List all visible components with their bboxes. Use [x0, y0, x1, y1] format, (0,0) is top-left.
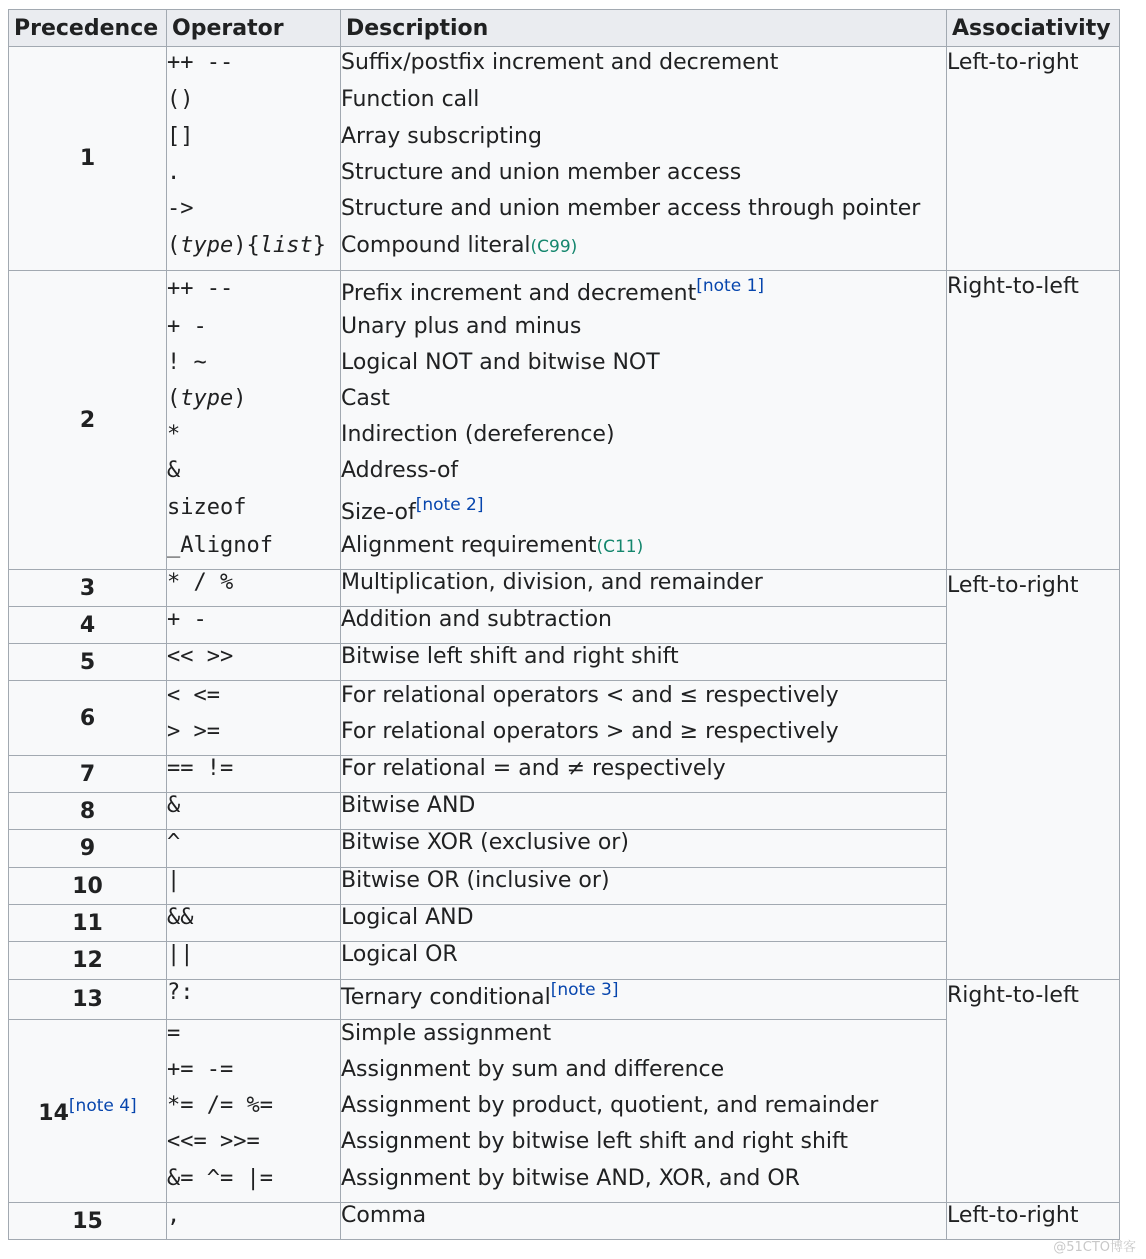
- operator: + -: [167, 314, 207, 339]
- description: Alignment requirement(C11): [341, 533, 644, 558]
- operator-cell: [167, 271, 341, 570]
- note-3-link[interactable]: [note 3]: [550, 980, 619, 1000]
- precedence-cell: 11: [9, 905, 167, 942]
- description-cell: [341, 830, 947, 868]
- table-row: [9, 47, 1120, 271]
- description-cell: [341, 868, 947, 905]
- operator: ,: [167, 1203, 181, 1228]
- description-cell: [341, 756, 947, 793]
- operator-cell: [167, 830, 341, 868]
- table-row: [9, 980, 1120, 1020]
- operator: * / %: [167, 570, 234, 595]
- standard-badge-c99: (C99): [530, 237, 578, 257]
- description: Assignment by bitwise AND, XOR, and OR: [341, 1166, 800, 1191]
- precedence-cell: 1: [9, 47, 167, 271]
- operator-cell: [167, 644, 341, 681]
- note-2-link[interactable]: [note 2]: [415, 495, 484, 515]
- description: Address-of: [341, 458, 459, 483]
- watermark: @51CTO博客: [1053, 1240, 1136, 1255]
- precedence-cell: 10: [9, 868, 167, 905]
- precedence-cell: 3: [9, 570, 167, 607]
- description: Prefix increment and decrement[note 1]: [341, 276, 765, 306]
- operator: =: [167, 1021, 181, 1046]
- description-cell: [341, 980, 947, 1020]
- operator: &: [167, 458, 181, 483]
- header-operator: Operator: [167, 10, 341, 47]
- precedence-cell: 2: [9, 271, 167, 570]
- operator: |: [167, 868, 181, 893]
- operator-cell: [167, 47, 341, 271]
- operator: ! ~: [167, 350, 207, 375]
- operator: .: [167, 160, 181, 185]
- operator: &: [167, 793, 181, 818]
- precedence-cell: 15: [9, 1203, 167, 1240]
- note-1-link[interactable]: [note 1]: [696, 276, 765, 296]
- associativity: Right-to-left: [947, 983, 1079, 1008]
- note-4-link[interactable]: [note 4]: [68, 1096, 137, 1116]
- operator: << >>: [167, 644, 234, 669]
- operator: + -: [167, 607, 207, 632]
- description-cell: [341, 607, 947, 644]
- operator-cast: (type): [167, 386, 247, 411]
- table-row: [9, 570, 1120, 607]
- operator: ?:: [167, 980, 194, 1005]
- operator-cell: [167, 1203, 341, 1240]
- associativity-cell: [947, 980, 1120, 1203]
- operator-cell: [167, 942, 341, 980]
- standard-badge-c11: (C11): [596, 537, 644, 557]
- associativity-cell: [947, 1203, 1120, 1240]
- operator-cell: [167, 1020, 341, 1203]
- operator-cell: [167, 905, 341, 942]
- operator: *= /= %=: [167, 1093, 273, 1118]
- description-cell: [341, 1203, 947, 1240]
- operator: <<= >>=: [167, 1129, 260, 1154]
- description: Assignment by bitwise left shift and right shift: [341, 1129, 848, 1154]
- operator: ++ --: [167, 50, 234, 75]
- precedence-cell: 4: [9, 607, 167, 644]
- operator-cell: [167, 681, 341, 756]
- description: Structure and union member access through pointer: [341, 196, 921, 221]
- description: Bitwise left shift and right shift: [341, 644, 679, 669]
- table-row: [9, 271, 1120, 570]
- operator: ^: [167, 830, 181, 855]
- header-precedence: Precedence: [9, 10, 167, 47]
- operator-cell: [167, 980, 341, 1020]
- precedence-cell: 5: [9, 644, 167, 681]
- description-cell: [341, 570, 947, 607]
- associativity: Left-to-right: [947, 50, 1079, 75]
- operator: ||: [167, 942, 194, 967]
- description: Logical OR: [341, 942, 458, 967]
- precedence-cell: 9: [9, 830, 167, 868]
- description-cell: [341, 905, 947, 942]
- description: Multiplication, division, and remainder: [341, 570, 763, 595]
- description-cell: [341, 793, 947, 830]
- precedence-cell: 8: [9, 793, 167, 830]
- operator-cell: [167, 756, 341, 793]
- operator: &= ^= |=: [167, 1166, 273, 1191]
- operator-cell: [167, 793, 341, 830]
- description: Addition and subtraction: [341, 607, 612, 632]
- description: Comma: [341, 1203, 427, 1228]
- description: Simple assignment: [341, 1021, 552, 1046]
- description-cell: [341, 271, 947, 570]
- description: Cast: [341, 386, 390, 411]
- description-cell: [341, 644, 947, 681]
- associativity-cell: [947, 271, 1120, 570]
- operator: []: [167, 124, 194, 149]
- operator: ->: [167, 196, 194, 221]
- associativity: Right-to-left: [947, 274, 1079, 299]
- operator: *: [167, 422, 181, 447]
- description: Indirection (dereference): [341, 422, 615, 447]
- operator: == !=: [167, 756, 234, 781]
- description: Unary plus and minus: [341, 314, 582, 339]
- description: Bitwise AND: [341, 793, 476, 818]
- description: Size-of[note 2]: [341, 495, 484, 525]
- operator: sizeof: [167, 495, 247, 520]
- header-description: Description: [341, 10, 947, 47]
- description: Structure and union member access: [341, 160, 742, 185]
- description: Array subscripting: [341, 124, 542, 149]
- precedence-cell: 12: [9, 942, 167, 980]
- description: Assignment by sum and difference: [341, 1057, 725, 1082]
- associativity: Left-to-right: [947, 1203, 1079, 1228]
- associativity-cell: [947, 570, 1120, 980]
- precedence-cell: 13: [9, 980, 167, 1020]
- header-row: [9, 10, 1120, 47]
- description: Logical NOT and bitwise NOT: [341, 350, 660, 375]
- operator: < <=: [167, 683, 220, 708]
- description-compound-literal: Compound literal(C99): [341, 233, 578, 258]
- operator: ++ --: [167, 276, 234, 301]
- description: Logical AND: [341, 905, 474, 930]
- precedence-cell: 14[note 4]: [9, 1020, 167, 1203]
- description: Function call: [341, 87, 480, 112]
- description: For relational operators > and ≥ respectively: [341, 719, 839, 744]
- description: Bitwise OR (inclusive or): [341, 868, 610, 893]
- description: For relational = and ≠ respectively: [341, 756, 726, 781]
- description: Ternary conditional[note 3]: [341, 980, 619, 1010]
- operator-precedence-table: [8, 9, 1120, 1240]
- description-cell: [341, 1020, 947, 1203]
- operator-cell: [167, 570, 341, 607]
- precedence-cell: 7: [9, 756, 167, 793]
- operator-cell: [167, 607, 341, 644]
- operator: (): [167, 87, 194, 112]
- precedence-cell: 6: [9, 681, 167, 756]
- description: Suffix/postfix increment and decrement: [341, 50, 779, 75]
- description: Bitwise XOR (exclusive or): [341, 830, 629, 855]
- description: For relational operators < and ≤ respectively: [341, 683, 839, 708]
- description-cell: [341, 47, 947, 271]
- description: Assignment by product, quotient, and remainder: [341, 1093, 879, 1118]
- operator: += -=: [167, 1057, 234, 1082]
- associativity: Left-to-right: [947, 573, 1079, 598]
- operator: > >=: [167, 719, 220, 744]
- operator-compound-literal: (type){list}: [167, 233, 326, 258]
- description-cell: [341, 681, 947, 756]
- table-row: [9, 1203, 1120, 1240]
- header-associativity: Associativity: [947, 10, 1120, 47]
- operator: &&: [167, 905, 194, 930]
- description-cell: [341, 942, 947, 980]
- operator-cell: [167, 868, 341, 905]
- operator: _Alignof: [167, 533, 273, 558]
- associativity-cell: [947, 47, 1120, 271]
